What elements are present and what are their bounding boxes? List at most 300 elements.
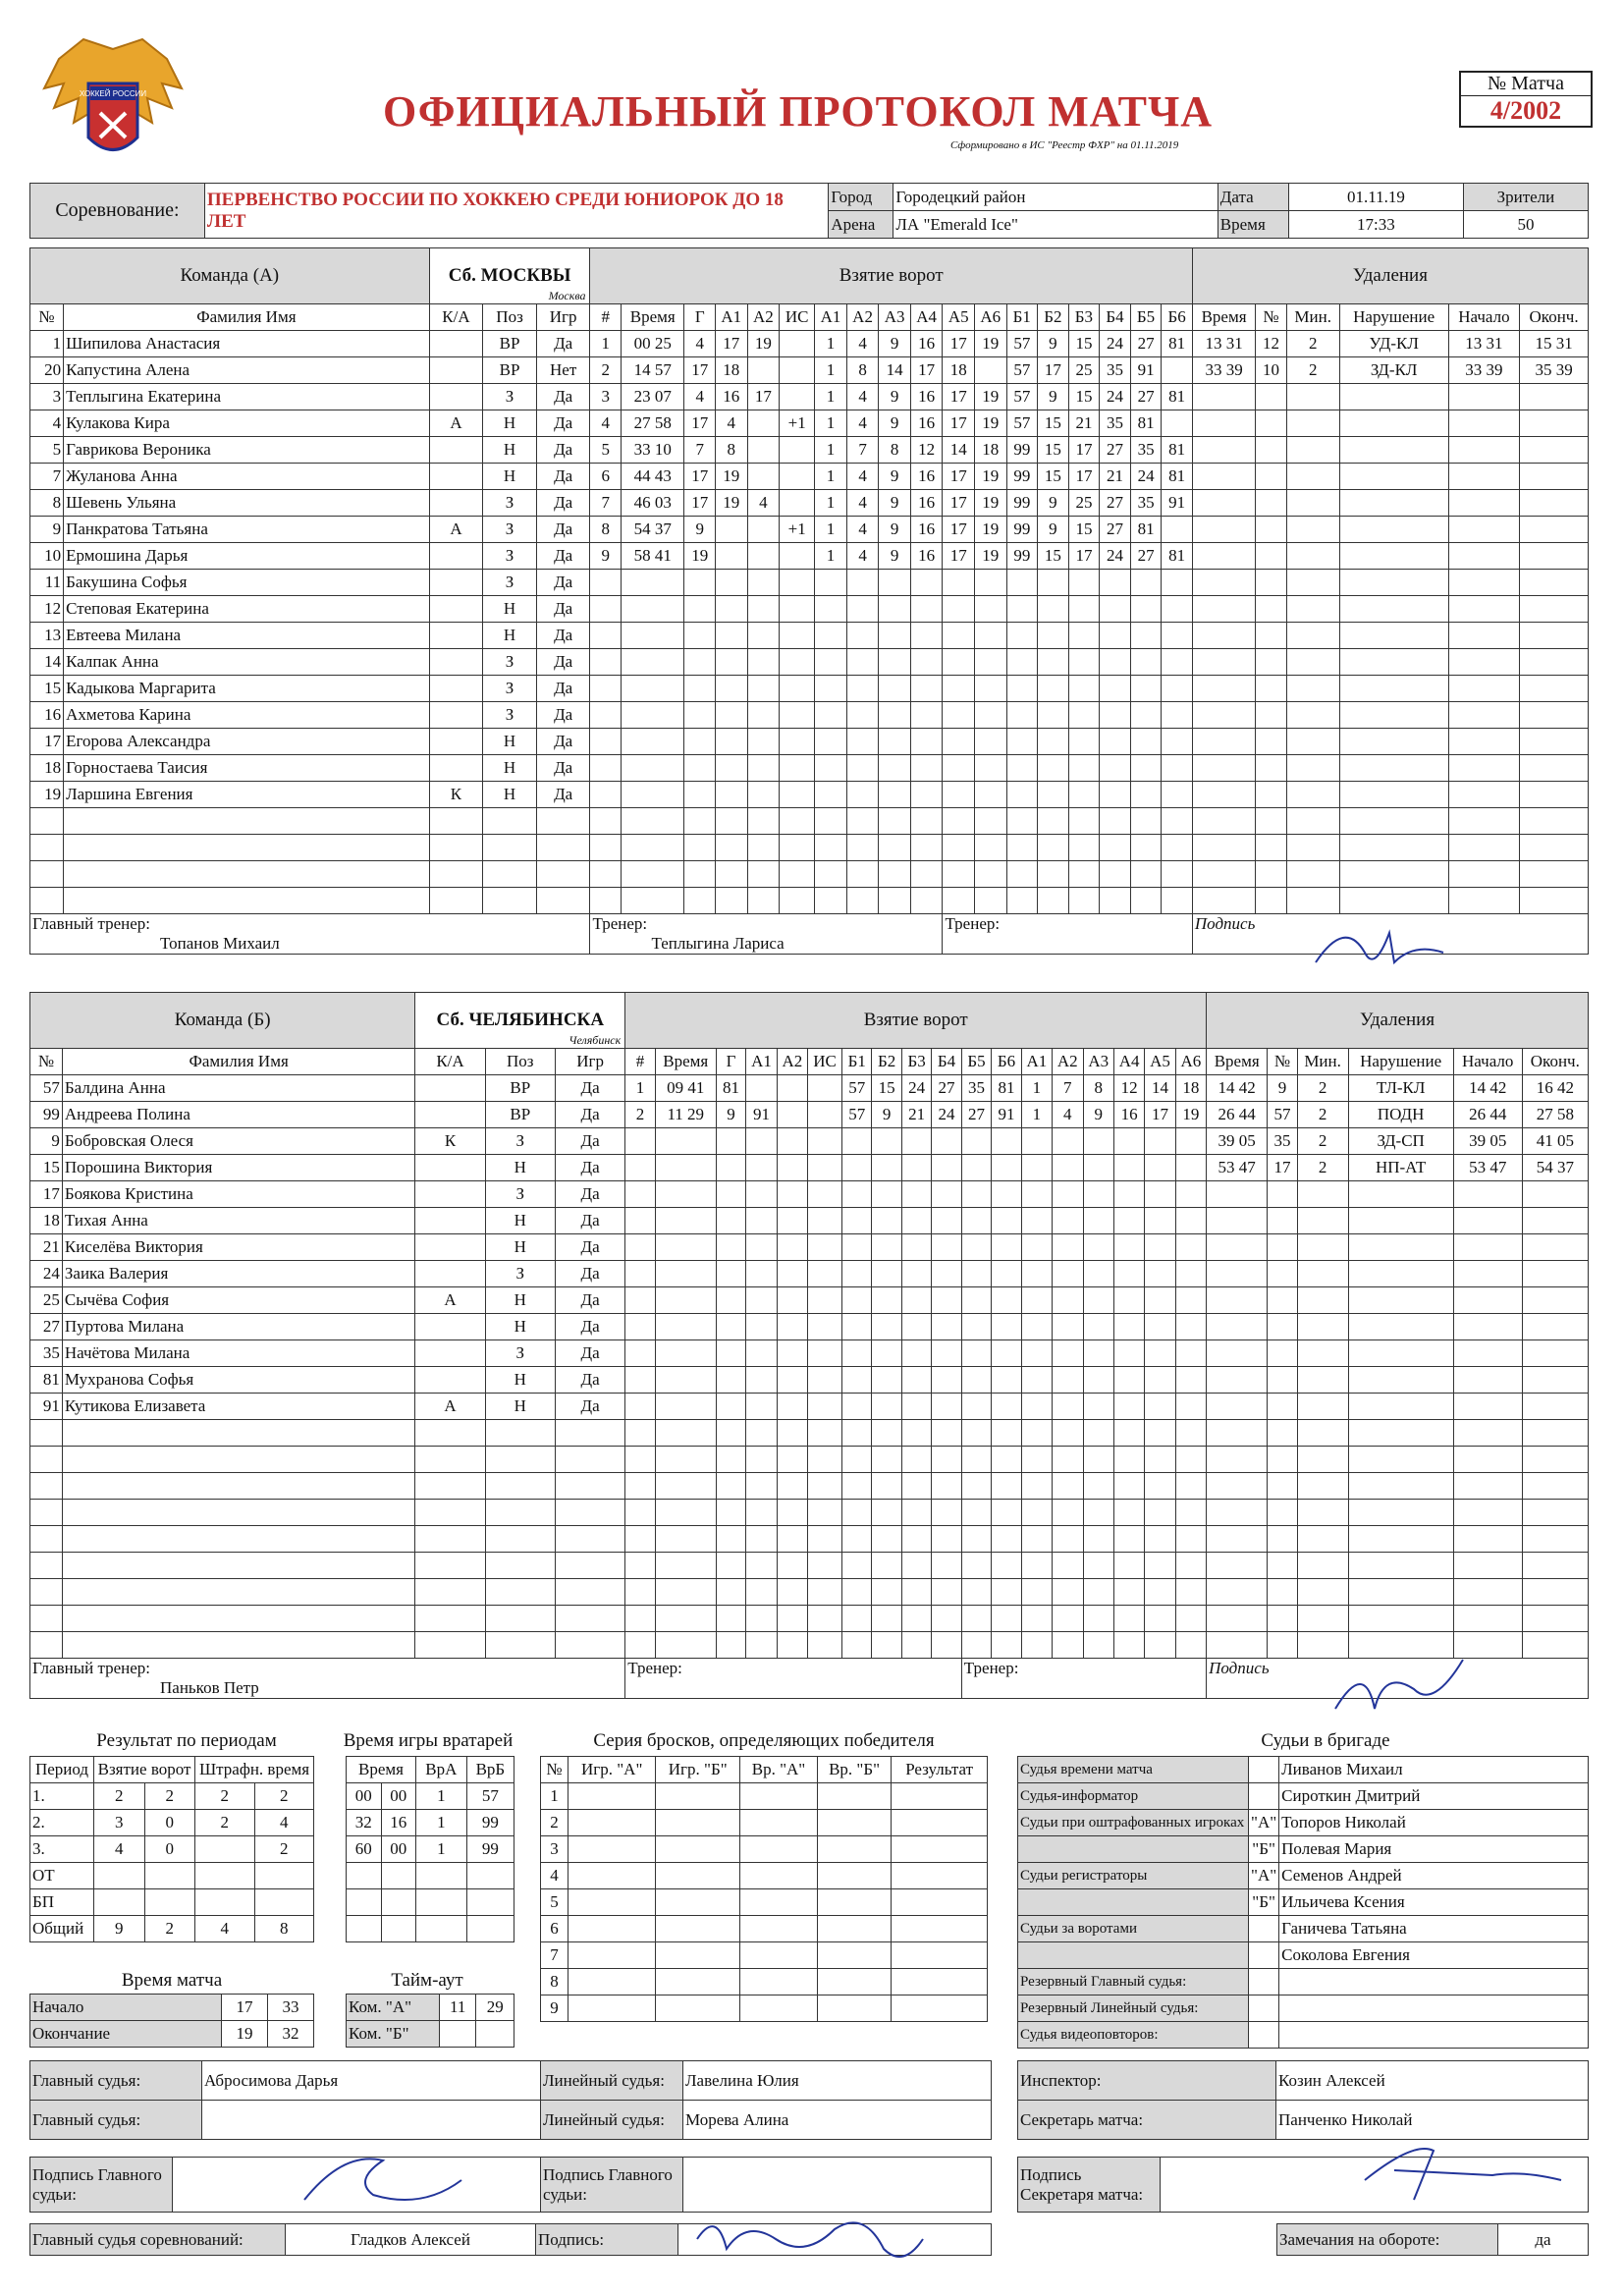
player-position: З — [485, 1181, 555, 1208]
pen-player: 9 — [1268, 1075, 1297, 1102]
goal-cell: 4 — [684, 331, 716, 357]
goal-no: 1 — [625, 1075, 655, 1102]
table-row — [30, 1606, 1589, 1632]
col-goal: А5 — [1145, 1049, 1175, 1075]
goal-no: 6 — [590, 464, 622, 490]
goal-cell — [716, 517, 748, 543]
player-played — [555, 1500, 624, 1526]
remarks-label: Замечания на обороте: — [1277, 2224, 1498, 2256]
player-role — [415, 1155, 485, 1181]
pen-time: 33 39 — [1192, 357, 1255, 384]
official-row: Резервный Линейный судья: — [1018, 1995, 1589, 2022]
player-role — [415, 1234, 485, 1261]
player-position: З — [483, 490, 537, 517]
goal-cell: 19 — [716, 490, 748, 517]
pen-player: 10 — [1256, 357, 1287, 384]
table-row — [30, 570, 1589, 596]
player-role — [415, 1606, 485, 1632]
player-role — [429, 755, 483, 782]
player-name — [62, 1606, 414, 1632]
goal-no: 7 — [590, 490, 622, 517]
player-name: Степовая Екатерина — [64, 596, 430, 623]
shootout-table: № Игр. "А" Игр. "Б" Вр. "А" Вр. "Б" Результат 1 2 3 4 5 6 7 8 9 — [540, 1756, 988, 2022]
player-number: 9 — [30, 1128, 63, 1155]
goal-cell — [747, 517, 780, 543]
remarks-table — [1276, 2223, 1589, 2256]
goal-cell: 17 — [1038, 357, 1069, 384]
player-role — [429, 702, 483, 729]
goal-cell: 1 — [815, 464, 847, 490]
goal-cell: 14 — [879, 357, 911, 384]
player-played: Да — [536, 410, 590, 437]
player-name — [64, 808, 430, 835]
goal-cell: 17 — [684, 357, 716, 384]
col-name: Фамилия Имя — [62, 1049, 414, 1075]
timeout-a-label: Ком. "А" — [347, 1995, 440, 2021]
player-name: Андреева Полина — [62, 1102, 414, 1128]
table-row — [30, 1261, 1589, 1287]
goal-cell: 16 — [910, 490, 943, 517]
player-number: 3 — [30, 384, 64, 410]
table-row — [30, 1553, 1589, 1579]
table-row — [30, 490, 1589, 517]
player-role — [415, 1579, 485, 1606]
col-penalty: № — [1268, 1049, 1297, 1075]
goal-cell: 9 — [879, 543, 911, 570]
team-name: Сб. МОСКВЫ Москва — [429, 248, 590, 304]
goal-cell: 1 — [815, 490, 847, 517]
goal-cell — [777, 1102, 807, 1128]
pen-reason: ТЛ-КЛ — [1348, 1075, 1453, 1102]
signature-coach-a — [1306, 913, 1453, 982]
player-played: Да — [536, 437, 590, 464]
player-name: Пуртова Милана — [62, 1314, 414, 1340]
col-goal: А1 — [716, 304, 748, 331]
page-title: ОФИЦИАЛЬНЫЙ ПРОТОКОЛ МАТЧА — [383, 87, 1214, 136]
player-name: Ермошина Дарья — [64, 543, 430, 570]
goal-cell: 91 — [1130, 357, 1162, 384]
goal-cell: 1 — [815, 357, 847, 384]
goal-cell: 4 — [846, 331, 879, 357]
goal-cell: 9 — [879, 410, 911, 437]
coach-label: Тренер: Теплыгина Лариса — [590, 914, 943, 955]
goalie-row: 32 16 1 99 — [347, 1810, 514, 1836]
goalies-title: Время игры вратарей — [343, 1730, 514, 1751]
player-number — [30, 1500, 63, 1526]
goal-cell: 15 — [872, 1075, 901, 1102]
goal-cell: 81 — [1130, 517, 1162, 543]
goal-cell: 19 — [716, 464, 748, 490]
player-role — [429, 543, 483, 570]
player-played — [555, 1420, 624, 1447]
goal-cell: 8 — [1083, 1075, 1113, 1102]
player-name: Шипилова Анастасия — [64, 331, 430, 357]
head-coach-label: Главный тренер: Топанов Михаил — [30, 914, 590, 955]
col-goal: Б6 — [1162, 304, 1193, 331]
col-penalty: Начало — [1453, 1049, 1522, 1075]
player-name: Сычёва София — [62, 1287, 414, 1314]
col-goal: А5 — [943, 304, 975, 331]
col-goal: Г — [684, 304, 716, 331]
goal-cell — [808, 1075, 842, 1102]
player-role — [429, 490, 483, 517]
spectators-label: Зрители — [1463, 184, 1588, 211]
player-name: Шевень Ульяна — [64, 490, 430, 517]
main-ref-1: Абросимова Дарья — [202, 2061, 541, 2101]
inspector: Козин Алексей — [1276, 2061, 1589, 2101]
start-m: 33 — [268, 1995, 314, 2021]
player-name: Ахметова Карина — [64, 702, 430, 729]
player-number: 21 — [30, 1234, 63, 1261]
goal-cell: 9 — [1083, 1102, 1113, 1128]
goal-cell: 4 — [1053, 1102, 1083, 1128]
table-row — [30, 808, 1589, 835]
goal-cell — [716, 543, 748, 570]
player-number: 15 — [30, 676, 64, 702]
col-goal: А2 — [1053, 1049, 1083, 1075]
col-no: № — [30, 304, 64, 331]
goal-cell: 27 — [1130, 384, 1162, 410]
table-row — [30, 861, 1589, 888]
col-goal: ИС — [780, 304, 815, 331]
player-position: Н — [483, 729, 537, 755]
player-played: Да — [536, 517, 590, 543]
goal-cell: 21 — [1100, 464, 1131, 490]
goal-cell: 18 — [943, 357, 975, 384]
player-position — [485, 1632, 555, 1659]
official-row: "Б" Ильичева Ксения — [1018, 1889, 1589, 1916]
city: Городецкий район — [893, 184, 1218, 211]
pen-end: 54 37 — [1522, 1155, 1588, 1181]
col-goal: А1 — [1021, 1049, 1052, 1075]
goal-cell: 81 — [1130, 410, 1162, 437]
pen-start: 14 42 — [1453, 1075, 1522, 1102]
goal-cell: 12 — [910, 437, 943, 464]
player-played — [536, 808, 590, 835]
table-row — [30, 384, 1589, 410]
date: 01.11.19 — [1288, 184, 1463, 211]
player-name: Киселёва Виктория — [62, 1234, 414, 1261]
player-number: 10 — [30, 543, 64, 570]
player-role: А — [429, 410, 483, 437]
player-number: 4 — [30, 410, 64, 437]
pen-end: 41 05 — [1522, 1128, 1588, 1155]
player-position: Н — [483, 623, 537, 649]
player-number: 91 — [30, 1394, 63, 1420]
goal-cell: 4 — [747, 490, 780, 517]
goal-cell: 21 — [901, 1102, 931, 1128]
coach: Теплыгина Лариса — [651, 934, 785, 953]
player-name — [64, 861, 430, 888]
sign-label: Подпись — [1207, 1659, 1589, 1699]
player-position: ВР — [483, 331, 537, 357]
player-position — [485, 1447, 555, 1473]
table-row — [30, 755, 1589, 782]
player-position: З — [485, 1340, 555, 1367]
table-row — [30, 623, 1589, 649]
player-position — [483, 835, 537, 861]
end-h: 19 — [222, 2021, 268, 2048]
goal-cell — [780, 437, 815, 464]
pen-time: 53 47 — [1207, 1155, 1268, 1181]
pen-reason: ЗД-СП — [1348, 1128, 1453, 1155]
player-number: 17 — [30, 729, 64, 755]
player-position: Н — [483, 782, 537, 808]
goal-cell: 17 — [684, 490, 716, 517]
col-name: Фамилия Имя — [64, 304, 430, 331]
player-position: Н — [485, 1155, 555, 1181]
match-number: 4/2002 — [1489, 96, 1562, 125]
col-penalty: Оконч. — [1522, 1049, 1588, 1075]
signature-main-ref — [285, 2141, 481, 2219]
goal-cell: 57 — [1006, 410, 1038, 437]
player-role: К — [429, 782, 483, 808]
main-ref-2 — [202, 2101, 541, 2140]
goal-cell: 81 — [1162, 543, 1193, 570]
goal-cell: 27 — [932, 1075, 961, 1102]
player-number — [30, 1473, 63, 1500]
table-row — [30, 1181, 1589, 1208]
col-penalty: Начало — [1448, 304, 1519, 331]
player-played — [555, 1553, 624, 1579]
coach2-label: Тренер: — [943, 914, 1192, 955]
pen-min: 2 — [1286, 331, 1339, 357]
pen-time: 13 31 — [1192, 331, 1255, 357]
player-position: З — [483, 702, 537, 729]
player-played: Да — [536, 570, 590, 596]
goal-time: 27 58 — [622, 410, 684, 437]
goal-time: 11 29 — [655, 1102, 716, 1128]
goalies-table: Время ВрА ВрБ 00 00 1 57 32 16 1 99 60 00 1 99 — [346, 1756, 514, 1942]
col-goal: А2 — [747, 304, 780, 331]
player-role — [415, 1553, 485, 1579]
shootout-title: Серия бросков, определяющих победителя — [593, 1730, 935, 1751]
pen-reason: ЗД-КЛ — [1339, 357, 1448, 384]
city-label: Город — [829, 184, 893, 211]
goalie-row: 00 00 1 57 — [347, 1783, 514, 1810]
goal-cell — [1162, 517, 1193, 543]
player-name: Гаврикова Вероника — [64, 437, 430, 464]
player-role — [429, 570, 483, 596]
player-position: ВР — [483, 357, 537, 384]
player-position — [485, 1500, 555, 1526]
goal-cell: 19 — [974, 490, 1006, 517]
col-goal: Б2 — [1038, 304, 1069, 331]
match-time-title: Время матча — [121, 1970, 223, 1991]
inspector-table — [1017, 2060, 1589, 2140]
line-ref-1: Лавелина Юлия — [683, 2061, 992, 2101]
goal-cell: 81 — [1162, 384, 1193, 410]
main-ref-2-label: Главный судья: — [30, 2101, 202, 2140]
player-number: 14 — [30, 649, 64, 676]
table-row — [30, 1447, 1589, 1473]
referees-table — [29, 2060, 992, 2140]
goal-cell: 9 — [879, 464, 911, 490]
goal-cell: 9 — [684, 517, 716, 543]
goal-cell: 57 — [1006, 384, 1038, 410]
competition-table — [29, 183, 1589, 239]
player-played: Да — [555, 1155, 624, 1181]
periods-title: Результат по периодам — [96, 1730, 277, 1751]
goal-cell: 19 — [747, 331, 780, 357]
player-position — [485, 1420, 555, 1447]
player-position: Н — [483, 755, 537, 782]
player-name — [62, 1420, 414, 1447]
goal-cell: 1 — [815, 384, 847, 410]
table-row — [30, 410, 1589, 437]
player-name: Ларшина Евгения — [64, 782, 430, 808]
team-name: Сб. ЧЕЛЯБИНСКА Челябинск — [415, 993, 625, 1049]
goal-cell — [747, 410, 780, 437]
goal-cell: 16 — [910, 331, 943, 357]
player-name: Порошина Виктория — [62, 1155, 414, 1181]
player-number: 9 — [30, 517, 64, 543]
goal-cell: 8 — [879, 437, 911, 464]
goal-cell: 8 — [716, 437, 748, 464]
goal-cell: 27 — [1130, 331, 1162, 357]
goal-cell: 91 — [746, 1102, 777, 1128]
goal-no: 2 — [625, 1102, 655, 1128]
goal-cell — [747, 357, 780, 384]
goal-cell: 7 — [1053, 1075, 1083, 1102]
player-number: 13 — [30, 623, 64, 649]
player-number — [30, 888, 64, 914]
match-time-table — [29, 1994, 314, 2048]
goal-cell: 99 — [1006, 464, 1038, 490]
col-goal: Время — [622, 304, 684, 331]
col-goal: ИС — [808, 1049, 842, 1075]
col-goal: Г — [716, 1049, 745, 1075]
player-role — [429, 649, 483, 676]
player-position: З — [483, 384, 537, 410]
goal-cell — [780, 464, 815, 490]
head-coach: Паньков Петр — [160, 1678, 259, 1697]
goal-cell: 16 — [910, 517, 943, 543]
player-number: 81 — [30, 1367, 63, 1394]
goal-cell: 17 — [943, 410, 975, 437]
col-goal: Б4 — [1100, 304, 1131, 331]
player-played: Да — [536, 623, 590, 649]
goal-cell: 4 — [846, 490, 879, 517]
player-name — [62, 1526, 414, 1553]
pen-start: 33 39 — [1448, 357, 1519, 384]
team-b-section — [29, 992, 1589, 1699]
pen-end: 15 31 — [1520, 331, 1589, 357]
col-goal: Б1 — [1006, 304, 1038, 331]
player-position: Н — [483, 464, 537, 490]
table-row — [30, 517, 1589, 543]
col-penalty: Мин. — [1297, 1049, 1348, 1075]
signature-chief — [687, 2200, 933, 2278]
goal-cell: 4 — [846, 543, 879, 570]
player-number: 16 — [30, 702, 64, 729]
team-city: Москва — [548, 289, 586, 302]
col-goal: А3 — [1083, 1049, 1113, 1075]
competition-label: Соревнование: — [30, 184, 205, 239]
player-played: Да — [536, 543, 590, 570]
player-position: Н — [483, 596, 537, 623]
goal-cell — [780, 490, 815, 517]
goal-cell: 17 — [1145, 1102, 1175, 1128]
player-role — [415, 1075, 485, 1102]
goal-cell: 9 — [1038, 517, 1069, 543]
player-number: 12 — [30, 596, 64, 623]
player-name: Горностаева Таисия — [64, 755, 430, 782]
player-number: 7 — [30, 464, 64, 490]
pen-time: 14 42 — [1207, 1075, 1268, 1102]
goal-cell: 7 — [684, 437, 716, 464]
player-name — [64, 888, 430, 914]
player-number: 18 — [30, 1208, 63, 1234]
player-name: Теплыгина Екатерина — [64, 384, 430, 410]
table-row — [30, 782, 1589, 808]
table-row — [30, 649, 1589, 676]
goal-cell: 35 — [1130, 437, 1162, 464]
goal-cell: 19 — [684, 543, 716, 570]
table-row — [30, 596, 1589, 623]
team-label: Команда (Б) — [30, 993, 415, 1049]
goal-cell: 81 — [1162, 437, 1193, 464]
time-label: Время — [1218, 211, 1288, 239]
goal-cell: 1 — [815, 410, 847, 437]
table-row — [30, 437, 1589, 464]
player-played: Да — [536, 729, 590, 755]
pen-time: 26 44 — [1207, 1102, 1268, 1128]
arena-label: Арена — [829, 211, 893, 239]
goal-cell: 81 — [1162, 464, 1193, 490]
player-name: Бобровская Олеся — [62, 1128, 414, 1155]
official-row: Судьи за воротами Ганичева Татьяна — [1018, 1916, 1589, 1942]
official-row: Судья-информатор Сироткин Дмитрий — [1018, 1783, 1589, 1810]
player-position: З — [483, 517, 537, 543]
player-number — [30, 1606, 63, 1632]
player-number: 20 — [30, 357, 64, 384]
goal-cell: 81 — [992, 1075, 1021, 1102]
goal-cell — [780, 384, 815, 410]
goal-cell: +1 — [780, 410, 815, 437]
goal-cell: 1 — [815, 437, 847, 464]
period-row: 3. 4 0 2 — [30, 1836, 314, 1863]
competition-name: ПЕРВЕНСТВО РОССИИ ПО ХОККЕЮ СРЕДИ ЮНИОРОК ДО 18 ЛЕТ — [204, 184, 828, 239]
player-number: 18 — [30, 755, 64, 782]
goal-cell: 15 — [1038, 543, 1069, 570]
goal-cell: 16 — [910, 464, 943, 490]
logo — [29, 29, 196, 177]
goal-cell: 17 — [943, 464, 975, 490]
goal-cell: 17 — [943, 331, 975, 357]
player-number — [30, 1526, 63, 1553]
player-number: 8 — [30, 490, 64, 517]
player-position — [483, 888, 537, 914]
player-number — [30, 1553, 63, 1579]
col-penalty: Время — [1192, 304, 1255, 331]
player-played: Да — [536, 702, 590, 729]
coach2-label: Тренер: — [961, 1659, 1206, 1699]
shootout-row: 2 — [541, 1810, 988, 1836]
player-name: Кутикова Елизавета — [62, 1394, 414, 1420]
player-position — [485, 1579, 555, 1606]
player-number — [30, 861, 64, 888]
goal-cell: 17 — [943, 543, 975, 570]
player-role — [415, 1447, 485, 1473]
col-goal: А4 — [1113, 1049, 1144, 1075]
goal-cell: +1 — [780, 517, 815, 543]
goal-cell: 18 — [974, 437, 1006, 464]
col-goal: Время — [655, 1049, 716, 1075]
shootout-row: 8 — [541, 1969, 988, 1995]
player-name — [62, 1553, 414, 1579]
goal-cell: 16 — [910, 384, 943, 410]
